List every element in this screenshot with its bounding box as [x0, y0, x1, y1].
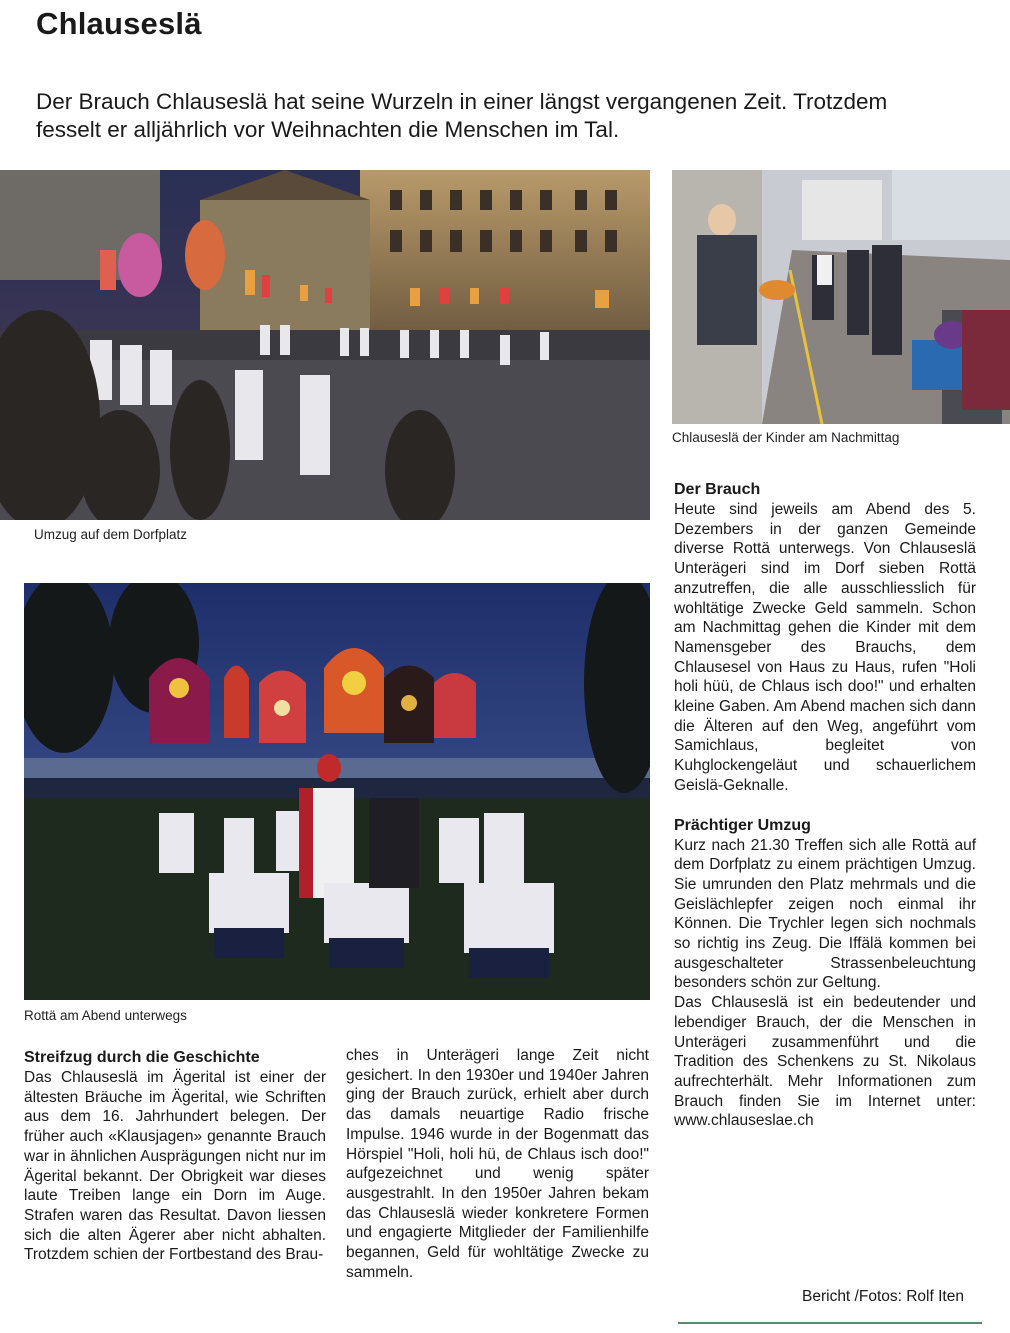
column-right [674, 480, 976, 1131]
text-geschichte-1: Das Chlauseslä im Ägerital ist einer der ältesten Bräuche im Ägerital, wie Schriften aus dem 16. Jahrhundert belegen. Der früher auch «Klausjagen» genannte Brauch war in ähnlichen Ausprägungen nicht nur im Ägerital bekannt. Der Obrigkeit war dieses laute Treiben lange ein Dorn im Auge. Strafen waren das Resultat. Davon liessen sich die alten Ägerer aber nicht abhalten. Trotzdem schien der Fortbestand des Brau- [24, 1069, 326, 1264]
photo-caption-dorfplatz: Umzug auf dem Dorfplatz [34, 527, 188, 542]
heading-geschichte: Streifzug durch die Geschichte [24, 1049, 260, 1066]
heading-umzug: Prächtiger Umzug [674, 816, 811, 834]
text-geschichte-2: ches in Unterägeri lange Zeit nicht gesichert. In den 1930er und 1940er Jahren ging der Brauch zurück, erhielt aber durch das damals neuartige Radio frische Impulse. 1946 wurde in der Bogenmatt das Hörspiel "Holi, holi hü, de Chlaus isch doo!" aufgezeichnet und wenig später ausgestrahlt. In den 1950er Jahren bekam das Chlauseslä wieder konkretere Formen und engagierte Mitglieder der Familienhilfe begannen, Geld für wohltätige Zwecke zu sammeln. [346, 1047, 649, 1281]
article-title: Chlauseslä [36, 6, 202, 41]
photo-dorfplatz [0, 170, 650, 520]
footer-rule [678, 1322, 982, 1324]
text-umzug-1: Kurz nach 21.30 Treffen sich alle Rottä auf dem Dorfplatz zu einem prächtigen Umzug. Sie umrunden den Platz mehrmals und die Geislächlepfer zeigen noch einmal ihr Können. Die Trychler legen sich nochmals so richtig ins Zeug. Die Iffälä kommen bei ausgeschalteter Strassenbeleuchtung besonders schön zur Geltung. [674, 836, 976, 992]
photo-caption-kinder: Chlauseslä der Kinder am Nachmittag [672, 430, 900, 445]
photo-abend [24, 583, 650, 1000]
article-lead: Der Brauch Chlauseslä hat seine Wurzeln in einer längst vergangenen Zeit. Trotzdem fesselt er alljährlich vor Weihnachten die Menschen im Tal. [36, 89, 888, 142]
photo-credit: Bericht /Fotos: Rolf Iten [802, 1288, 964, 1305]
heading-brauch: Der Brauch [674, 481, 761, 498]
text-brauch: Heute sind jeweils am Abend des 5. Dezembers in der ganzen Gemeinde diverse Rottä unterwegs. Von Chlauseslä Unterägeri sind im Dorf sieben Rottä anzutreffen, die alle ausschliesslich für wohltätige Zwecke Geld sammeln. Schon am Nachmittag gehen die Kinder mit dem Namensgeber des Brauchs, dem Chlausesel von Haus zu Haus, rufen "Holi holi hüü, de Chlaus isch doo!" und erhalten kleine Gaben. Am Abend machen sich dann die Älteren auf den Weg, angeführt vom Samichlaus, begleitet von Kuhglockengeläut und schauerlichem Geislä-Geknalle. [674, 501, 976, 794]
photo-kinder [672, 170, 1010, 424]
text-umzug-2: Das Chlauseslä ist ein bedeutender und lebendiger Brauch, der die Menschen in Unterägeri zusammenführt und die Tradition des Schenkens zu St. Nikolaus aufrechterhält. Mehr Informationen zum Brauch finden Sie im Internet unter: www.chlauseslae.ch [674, 994, 976, 1130]
column-geschichte-1 [24, 1048, 326, 1265]
column-geschichte-2 [346, 1046, 649, 1282]
photo-caption-abend: Rottä am Abend unterwegs [24, 1008, 187, 1023]
